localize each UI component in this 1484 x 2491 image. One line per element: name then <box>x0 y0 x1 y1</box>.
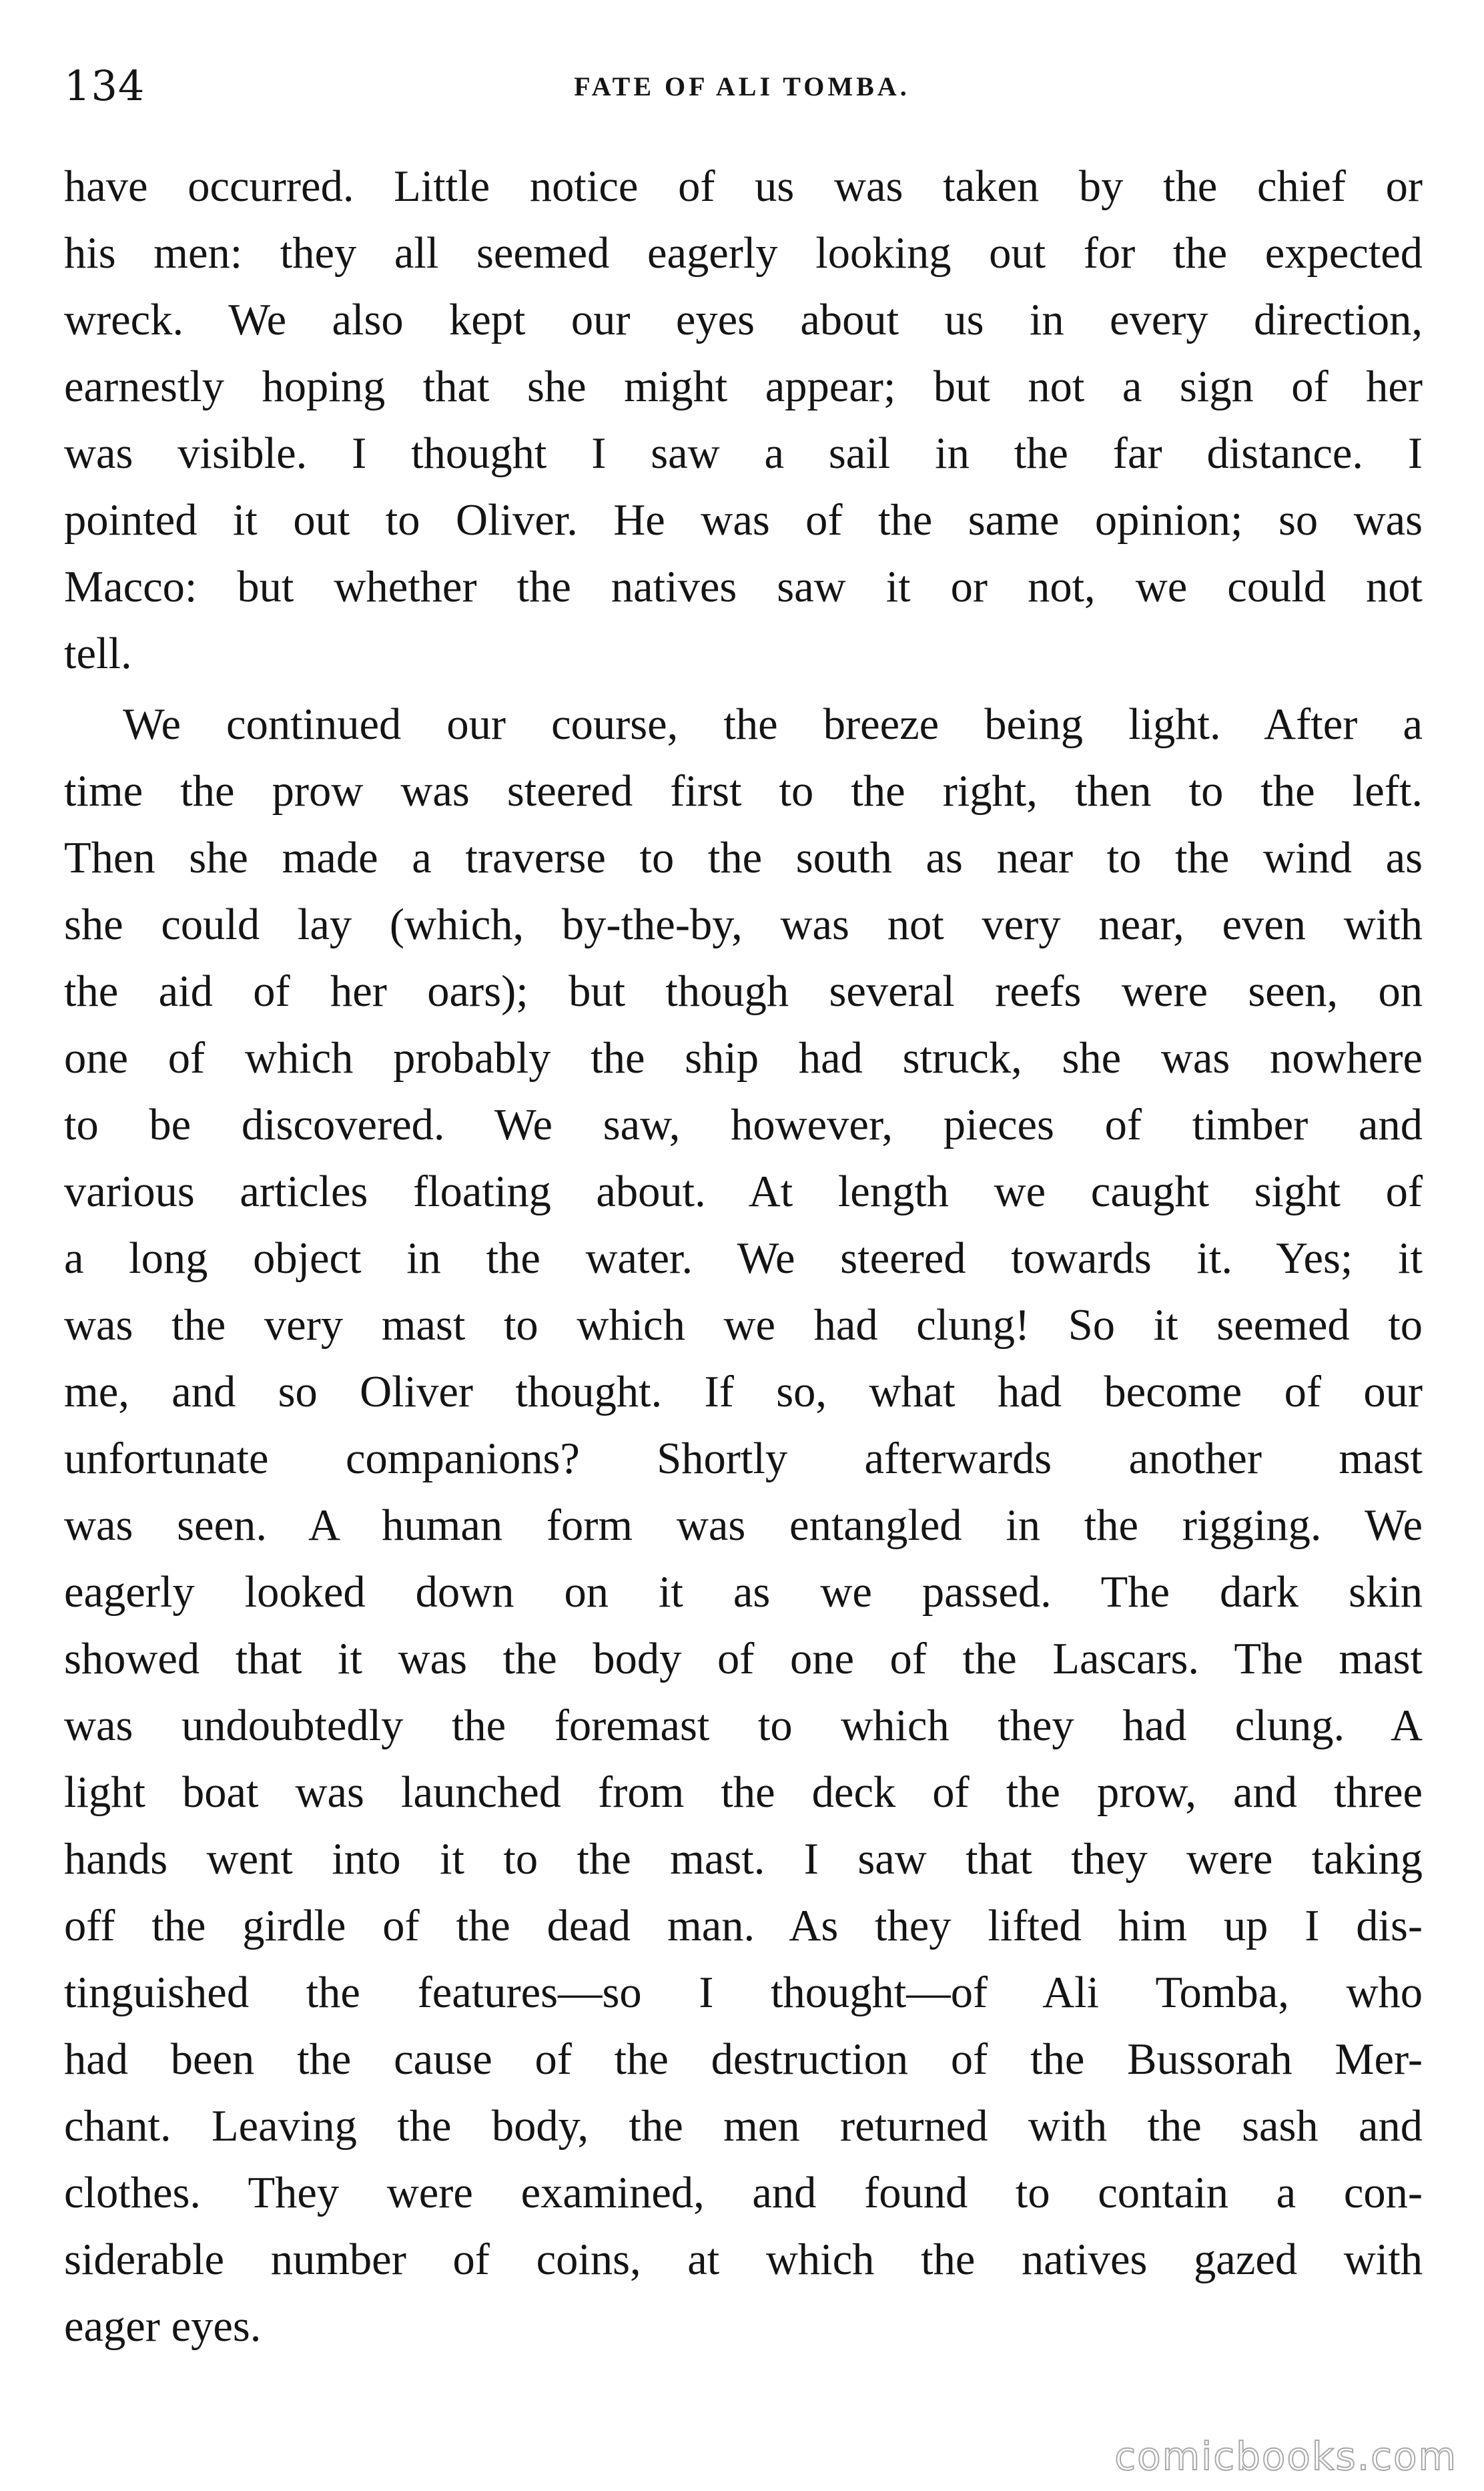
text-line: earnestly hoping that she might appear; but not a sign of her <box>64 362 1423 411</box>
text-line: showed that it was the body of one of the Lascars. The mast <box>64 1635 1423 1683</box>
text-line: she could lay (which, by-the-by, was not very near, even with <box>64 900 1423 949</box>
text-line: had been the cause of the destruction of the Bussorah Mer- <box>64 2035 1423 2084</box>
text-line: eager eyes. <box>64 2302 262 2351</box>
text-line: light boat was launched from the deck of the prow, and three <box>64 1768 1423 1817</box>
text-line: hands went into it to the mast. I saw that they were taking <box>64 1835 1423 1884</box>
text-line: chant. Leaving the body, the men returned with the sash and <box>64 2102 1423 2151</box>
text-line: clothes. They were examined, and found to contain a con- <box>64 2169 1423 2217</box>
text-line: the aid of her oars); but though several reefs were seen, on <box>64 967 1423 1016</box>
text-line: Macco: but whether the natives saw it or not, we could not <box>64 563 1423 611</box>
text-line: was seen. A human form was entangled in the rigging. We <box>64 1501 1423 1550</box>
body-text <box>64 154 1423 2360</box>
text-line: unfortunate companions? Shortly afterwards another mast <box>64 1434 1423 1483</box>
page-header <box>64 61 1420 121</box>
watermark: comicbooks.com <box>1114 2434 1457 2479</box>
text-line: siderable number of coins, at which the natives gazed with <box>64 2235 1423 2284</box>
text-line: wreck. We also kept our eyes about us in every direction, <box>64 296 1423 344</box>
text-line: was visible. I thought I saw a sail in the far distance. I <box>64 429 1423 478</box>
text-line: me, and so Oliver thought. If so, what had become of our <box>64 1368 1423 1416</box>
text-line: his men: they all seemed eagerly looking out for the expected <box>64 229 1423 278</box>
text-line: various articles floating about. At length we caught sight of <box>64 1167 1423 1216</box>
text-line: to be discovered. We saw, however, pieces of timber and <box>64 1101 1423 1149</box>
page-number: 134 <box>64 61 145 110</box>
text-line: a long object in the water. We steered towards it. Yes; it <box>64 1234 1423 1283</box>
text-line: time the prow was steered first to the right, then to the left. <box>64 767 1423 816</box>
text-line: off the girdle of the dead man. As they lifted him up I dis- <box>64 1902 1423 1950</box>
text-line: pointed it out to Oliver. He was of the same opinion; so was <box>64 496 1423 545</box>
text-line: tell. <box>64 629 132 678</box>
text-line: one of which probably the ship had struck, she was nowhere <box>64 1034 1423 1083</box>
text-line: Then she made a traverse to the south as near to the wind as <box>64 834 1423 882</box>
text-line: have occurred. Little notice of us was taken by the chief or <box>64 162 1423 211</box>
text-line: eagerly looked down on it as we passed. The dark skin <box>64 1568 1423 1617</box>
text-line: We continued our course, the breeze being light. After a <box>123 700 1423 749</box>
text-line: was undoubtedly the foremast to which they had clung. A <box>64 1701 1423 1750</box>
running-title: FATE OF ALI TOMBA. <box>574 71 910 101</box>
text-line: tinguished the features—so I thought—of Ali Tomba, who <box>64 1968 1423 2017</box>
text-line: was the very mast to which we had clung! So it seemed to <box>64 1301 1423 1350</box>
